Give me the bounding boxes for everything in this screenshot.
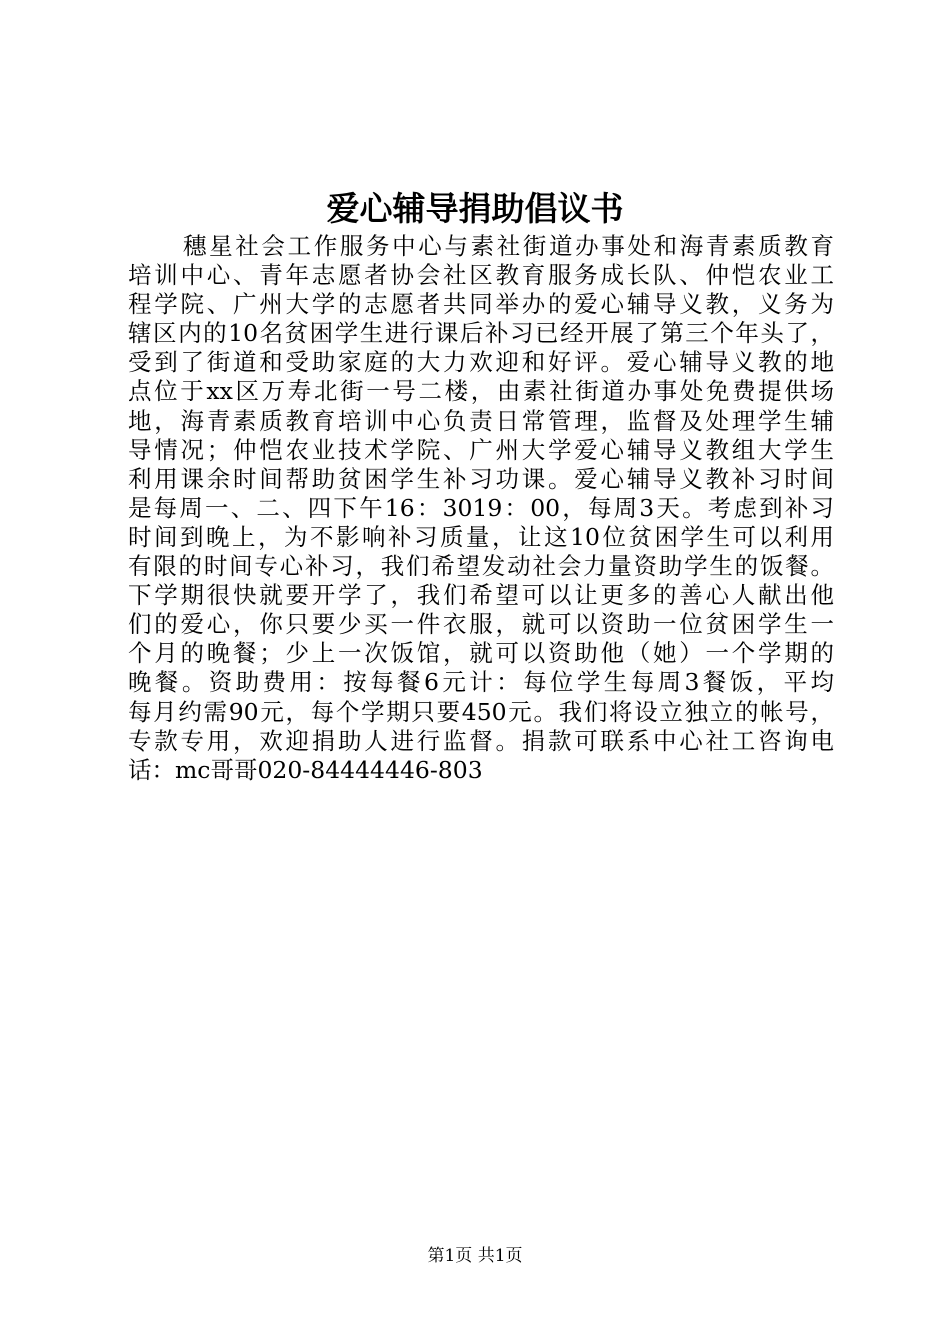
body-line: 利用课余时间帮助贫困学生补习功课。爱心辅导义教补习时间	[128, 464, 834, 493]
page-number-footer: 第1页 共1页	[427, 1246, 523, 1266]
body-line: 地，海青素质教育培训中心负责日常管理，监督及处理学生辅	[128, 406, 834, 435]
body-line: 程学院、广州大学的志愿者共同举办的爱心辅导义教，义务为	[128, 290, 834, 319]
body-line: 专款专用，欢迎捐助人进行监督。捐款可联系中心社工咨询电	[128, 726, 834, 755]
body-line: 个月的晚餐；少上一次饭馆，就可以资助他（她）一个学期的	[128, 639, 834, 668]
body-line: 晚餐。资助费用：按每餐6元计：每位学生每周3餐饭，平均	[128, 668, 834, 697]
body-line: 点位于xx区万寿北街一号二楼，由素社街道办事处免费提供场	[128, 377, 834, 406]
body-line: 们的爱心，你只要少买一件衣服，就可以资助一位贫困学生一	[128, 610, 834, 639]
body-line: 话：mc哥哥020-84444446-803	[128, 755, 483, 784]
body-line: 有限的时间专心补习，我们希望发动社会力量资助学生的饭餐。	[128, 552, 834, 581]
body-line: 穗星社会工作服务中心与素社街道办事处和海青素质教育	[183, 232, 834, 260]
body-line: 每月约需90元，每个学期只要450元。我们将设立独立的帐号，	[128, 697, 834, 726]
document-title: 爱心辅导捐助倡议书	[326, 189, 624, 228]
body-line: 辖区内的10名贫困学生进行课后补习已经开展了第三个年头了，	[128, 319, 834, 348]
body-line: 时间到晚上，为不影响补习质量，让这10位贫困学生可以利用	[128, 522, 834, 551]
body-line: 下学期很快就要开学了，我们希望可以让更多的善心人献出他	[128, 581, 834, 610]
body-line: 导情况；仲恺农业技术学院、广州大学爱心辅导义教组大学生	[128, 435, 834, 464]
body-line: 是每周一、二、四下午16：3019：00，每周3天。考虑到补习	[128, 493, 834, 522]
body-line: 培训中心、青年志愿者协会社区教育服务成长队、仲恺农业工	[128, 261, 834, 290]
document-body	[128, 232, 834, 785]
body-line: 受到了街道和受助家庭的大力欢迎和好评。爱心辅导义教的地	[128, 348, 834, 377]
